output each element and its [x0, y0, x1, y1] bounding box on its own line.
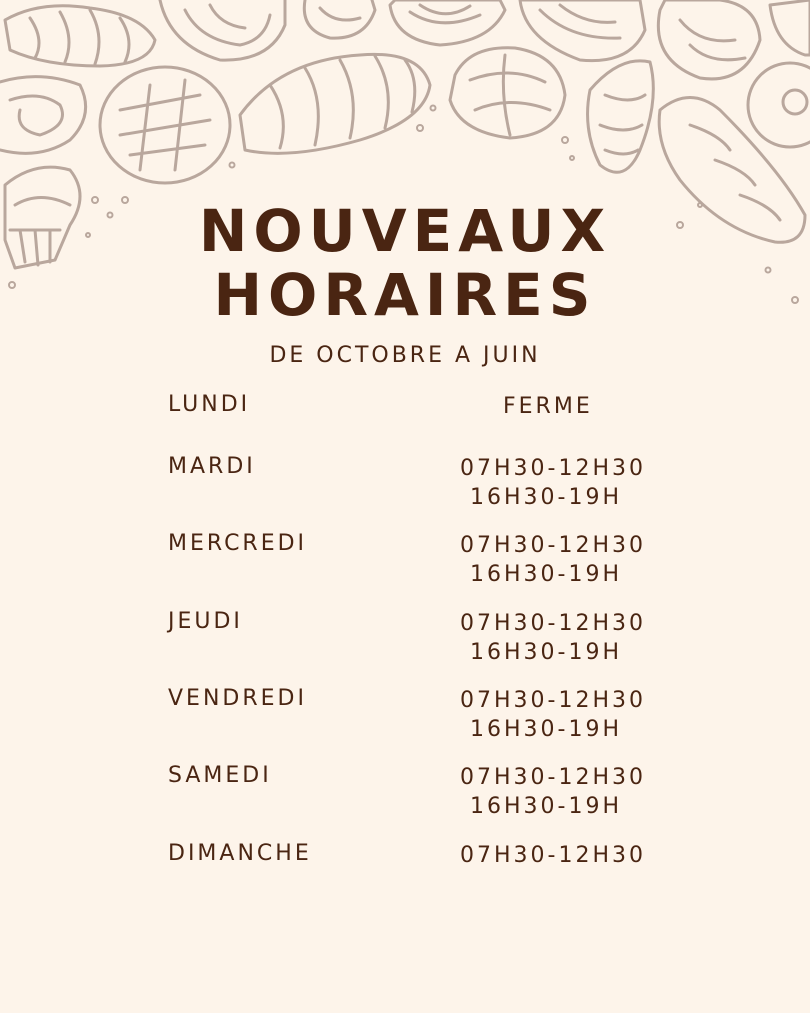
- bun-icon: [304, 0, 375, 38]
- title-line-1: NOUVEAUX: [198, 197, 612, 265]
- croissant-top-right-icon: [770, 0, 810, 55]
- hours-label: 07H30-12H30 16H30-19H: [460, 611, 647, 665]
- brioche-icon: [450, 48, 565, 138]
- hours-label: 07H30-12H30: [460, 843, 647, 868]
- croissant-icon: [588, 61, 654, 172]
- braided-bread-icon: [5, 6, 155, 66]
- day-label: MARDI: [168, 454, 256, 479]
- hours-label: 07H30-12H30 16H30-19H: [460, 533, 647, 587]
- day-label: SAMEDI: [168, 763, 272, 788]
- cinnamon-roll-icon: [160, 0, 285, 60]
- braided-loaf-icon: [240, 54, 430, 153]
- subtitle: DE OCTOBRE A JUIN: [269, 343, 541, 368]
- hours-label: 07H30-12H30 16H30-19H: [460, 688, 647, 742]
- hours-label: FERME: [503, 394, 593, 419]
- scored-loaf-icon: [100, 67, 230, 183]
- baguette-icon: [658, 0, 760, 79]
- round-loaf-icon: [390, 0, 505, 45]
- day-label: JEUDI: [168, 609, 243, 634]
- title-line-2: HORAIRES: [213, 261, 597, 329]
- hours-label: 07H30-12H30 16H30-19H: [460, 765, 647, 819]
- day-label: MERCREDI: [168, 531, 308, 556]
- hours-label: 07H30-12H30 16H30-19H: [460, 456, 647, 510]
- day-label: DIMANCHE: [168, 841, 312, 866]
- pretzel-icon: [0, 77, 86, 154]
- day-label: LUNDI: [168, 392, 251, 417]
- pastry-icon: [520, 0, 645, 61]
- day-label: VENDREDI: [168, 686, 307, 711]
- donut-icon: [748, 63, 810, 147]
